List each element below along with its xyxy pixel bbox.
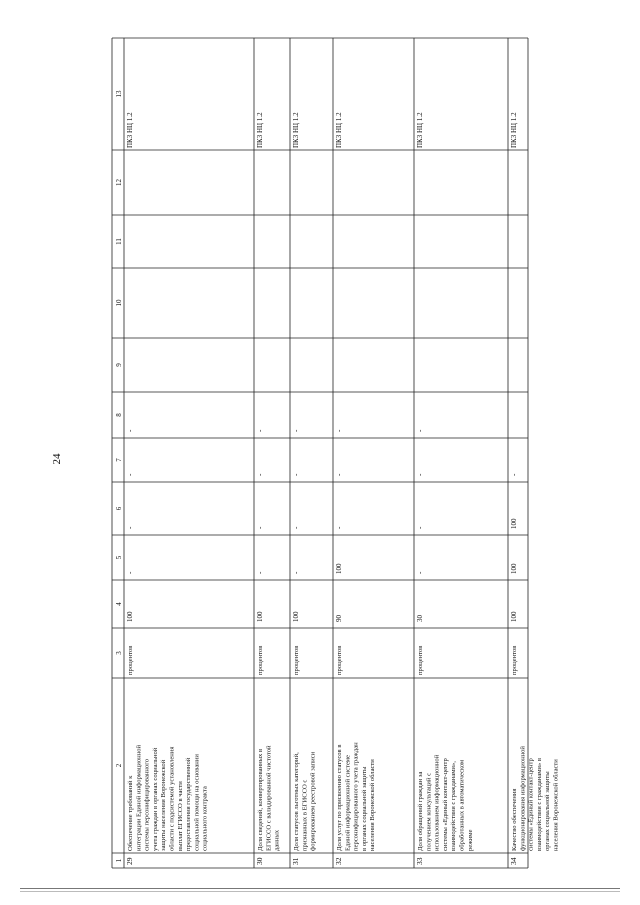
- row-number: 34: [509, 857, 518, 865]
- value-cell: -: [126, 571, 134, 574]
- value-cell: -: [126, 526, 134, 529]
- indicator-name-line: персонифицированного учета граждан: [352, 742, 360, 851]
- value-cell: -: [292, 429, 300, 432]
- value-cell: -: [416, 526, 424, 529]
- source-cell: ПКЗ НЦ 1.2: [335, 112, 343, 148]
- value-cell: 100: [292, 611, 300, 622]
- value-cell: -: [256, 473, 264, 476]
- source-cell: ПКЗ НЦ 1.2: [416, 112, 424, 148]
- indicator-name-line: получением консультаций с: [425, 772, 433, 851]
- source-cell: ПКЗ НЦ 1.2: [256, 112, 264, 148]
- page-bottom-rule-secondary: [20, 891, 620, 892]
- indicator-name-line: Доля статусов льготных категорий,: [293, 752, 300, 851]
- value-cell: 100: [510, 518, 518, 529]
- header-col-10: 10: [115, 299, 123, 307]
- value-cell: -: [126, 473, 134, 476]
- indicator-name-line: обработанных в автоматическом: [458, 759, 466, 851]
- unit-cell: процентов: [336, 645, 343, 675]
- indicator-name-line: органах социальной защиты: [544, 771, 552, 851]
- header-col-2: 2: [115, 763, 123, 768]
- page-number: 24: [51, 453, 63, 465]
- value-cell: 100: [510, 611, 518, 622]
- indicator-name-line: области с подсистемой установления: [168, 746, 176, 851]
- unit-cell: процентов: [127, 645, 134, 675]
- row-number: 33: [415, 857, 424, 865]
- indicator-name-line: населения Воронежской области: [552, 759, 560, 851]
- indicator-name-line: Качество обеспечения: [511, 788, 518, 851]
- indicator-name-line: функционирования информационной: [519, 746, 527, 851]
- unit-cell: процентов: [257, 645, 264, 675]
- row-number: 29: [125, 857, 134, 865]
- page-bottom-rule: [20, 888, 620, 889]
- indicator-name-line: Доля обращений граждан за: [417, 771, 424, 851]
- value-cell: -: [335, 526, 343, 529]
- value-cell: -: [256, 571, 264, 574]
- indicator-name-line: взаимодействия с гражданами» в: [535, 758, 543, 851]
- indicator-name-line: Единой информационной системе: [344, 755, 352, 851]
- indicator-name-line: защиты населения Воронежской: [160, 759, 168, 851]
- indicator-name-line: в органах социальной защиты: [360, 766, 368, 851]
- indicator-name-line: системы «Единый контакт-центр: [527, 758, 535, 851]
- value-cell: -: [292, 526, 300, 529]
- value-cell: 100: [335, 563, 343, 574]
- header-col-3: 3: [115, 651, 123, 655]
- source-cell: ПКЗ НЦ 1.2: [126, 112, 134, 148]
- value-cell: 100: [256, 611, 264, 622]
- header-col-9: 9: [115, 363, 123, 367]
- value-cell: -: [256, 526, 264, 529]
- indicator-name-line: социального контракта: [201, 786, 209, 851]
- row-number: 31: [291, 857, 300, 865]
- header-col-7: 7: [115, 458, 123, 462]
- indicator-name-line: Доля услуг по присвоению статусов в: [336, 744, 343, 851]
- row-number: 32: [334, 857, 343, 865]
- indicator-name-line: ЕГИССО с валидированной чистотой: [265, 745, 273, 851]
- value-cell: -: [292, 571, 300, 574]
- value-cell: 100: [510, 563, 518, 574]
- indicator-name-line: интеграции Единой информационной: [135, 744, 143, 851]
- indicator-name-line: формированием реестровой записи: [309, 751, 317, 851]
- value-cell: -: [256, 429, 264, 432]
- value-cell: -: [292, 473, 300, 476]
- value-cell: -: [510, 473, 518, 476]
- indicator-name-line: использованием информационной: [433, 754, 441, 851]
- value-cell: -: [335, 473, 343, 476]
- header-col-1: 1: [115, 858, 123, 863]
- value-cell: -: [126, 429, 134, 432]
- value-cell: -: [416, 473, 424, 476]
- value-cell: 90: [335, 615, 343, 622]
- value-cell: 100: [126, 611, 134, 622]
- unit-cell: процентов: [417, 645, 424, 675]
- value-cell: 30: [416, 615, 424, 622]
- source-cell: ПКЗ НЦ 1.2: [510, 112, 518, 148]
- indicator-name-line: предоставления государственной: [185, 757, 193, 851]
- indicator-name-line: Доля сведений, конвертированных в: [257, 748, 264, 851]
- indicator-name-line: социальной помощи на основании: [193, 754, 201, 851]
- indicator-name-line: учета граждан в органах социальной: [151, 747, 159, 851]
- header-col-4: 4: [115, 602, 123, 606]
- indicator-name-line: взаимодействия с гражданами»,: [450, 761, 458, 851]
- indicator-name-line: системы персонифицированного: [143, 758, 151, 851]
- header-col-8: 8: [115, 413, 123, 417]
- indicator-name-line: режиме: [466, 829, 474, 851]
- header-col-13: 13: [115, 90, 123, 98]
- row-number: 30: [255, 857, 264, 865]
- unit-cell: процентов: [511, 645, 518, 675]
- value-cell: -: [416, 429, 424, 432]
- indicator-name-line: данных: [273, 829, 281, 851]
- header-col-11: 11: [115, 238, 123, 245]
- header-col-5: 5: [115, 555, 123, 560]
- indicator-name-line: выплат ЕГИССО в части: [176, 781, 184, 851]
- indicator-name-line: признанных в ЕГИССО с: [301, 779, 309, 851]
- value-cell: -: [335, 429, 343, 432]
- indicator-name-line: системы «Единый контакт-центр: [441, 758, 449, 851]
- source-cell: ПКЗ НЦ 1.2: [292, 112, 300, 148]
- header-col-6: 6: [115, 506, 123, 511]
- header-col-12: 12: [115, 179, 123, 186]
- indicator-name-line: Обеспечение требований к: [127, 775, 134, 851]
- unit-cell: процентов: [293, 645, 300, 675]
- indicator-name-line: населения Воронежской области: [369, 759, 377, 851]
- value-cell: -: [416, 571, 424, 574]
